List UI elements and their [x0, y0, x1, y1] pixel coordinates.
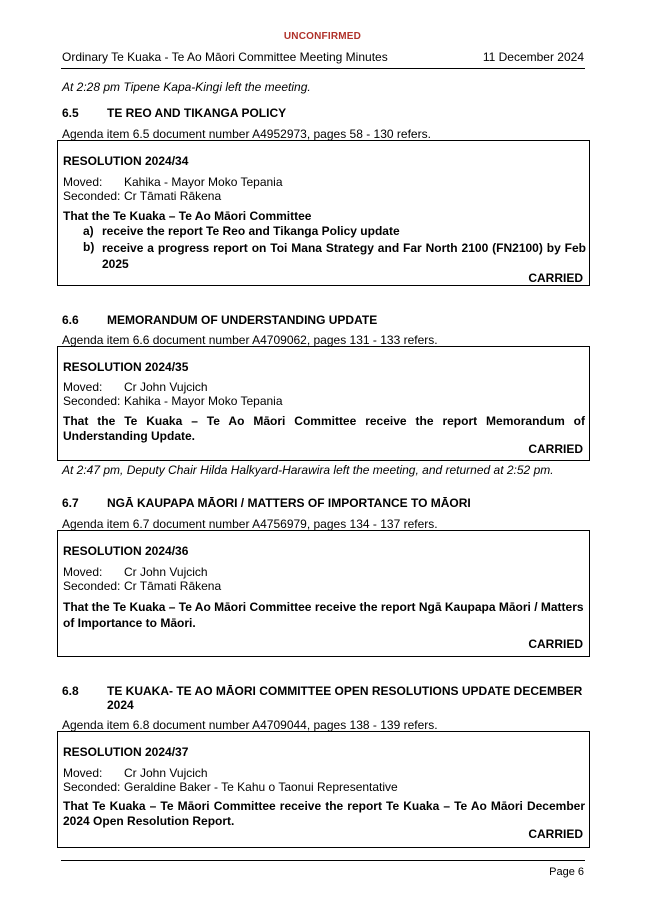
moved-by: Cr John Vujcich — [124, 380, 208, 394]
resolution-title: RESOLUTION 2024/34 — [63, 154, 189, 168]
section-number: 6.6 — [62, 313, 79, 327]
seconded-by: Cr Tāmati Rākena — [124, 189, 222, 203]
resolution-text: That the Te Kuaka – Te Ao Māori Committee receive the report Ngā Kaupapa Māori / Matters of Importance to Māori. — [63, 600, 584, 630]
agenda-reference: Agenda item 6.7 document number A4756979, pages 134 - 137 refers. — [62, 517, 438, 531]
section-number: 6.7 — [62, 496, 79, 510]
list-item: receive a progress report on Toi Mana Strategy and Far North 2100 (FN2100) by Feb 2025 — [102, 241, 586, 271]
resolution-box — [57, 140, 590, 286]
seconded-label: Seconded: — [63, 780, 121, 794]
resolution-result: CARRIED — [528, 637, 583, 651]
agenda-reference: Agenda item 6.8 document number A4709044, pages 138 - 139 refers. — [62, 718, 438, 732]
section-title: TE REO AND TIKANGA POLICY — [107, 106, 287, 120]
resolution-result: CARRIED — [528, 827, 583, 841]
resolution-text: That Te Kuaka – Te Māori Committee receive the report Te Kuaka – Te Ao Māori December 2024 Open Resolution Report. — [63, 799, 585, 828]
page-number: Page 6 — [549, 866, 584, 878]
header-divider — [61, 68, 585, 69]
list-item-marker: b) — [83, 240, 95, 254]
resolution-box — [57, 731, 590, 848]
meeting-note: At 2:47 pm, Deputy Chair Hilda Halkyard-Harawira left the meeting, and returned at 2:52 pm. — [62, 463, 554, 477]
resolution-box — [57, 346, 590, 461]
moved-by: Kahika - Mayor Moko Tepania — [124, 175, 283, 189]
seconded-label: Seconded: — [63, 579, 121, 593]
seconded-label: Seconded: — [63, 189, 121, 203]
resolution-text: That the Te Kuaka – Te Ao Māori Committee receive the report Memorandum of Understanding Update. — [63, 414, 585, 443]
moved-label: Moved: — [63, 175, 103, 189]
seconded-by: Kahika - Mayor Moko Tepania — [124, 394, 283, 408]
section-number: 6.5 — [62, 106, 79, 120]
section-title: NGĀ KAUPAPA MĀORI / MATTERS OF IMPORTANCE TO MĀORI — [107, 496, 471, 510]
document-date: 11 December 2024 — [482, 50, 584, 64]
moved-label: Moved: — [63, 565, 103, 579]
resolution-text: That the Te Kuaka – Te Ao Māori Committee — [63, 209, 312, 223]
moved-by: Cr John Vujcich — [124, 766, 208, 780]
seconded-by: Geraldine Baker - Te Kahu o Taonui Representative — [124, 780, 398, 794]
seconded-by: Cr Tāmati Rākena — [124, 579, 222, 593]
resolution-title: RESOLUTION 2024/35 — [63, 360, 189, 374]
resolution-title: RESOLUTION 2024/37 — [63, 745, 189, 759]
list-item-marker: a) — [83, 224, 94, 238]
agenda-reference: Agenda item 6.6 document number A4709062, pages 131 - 133 refers. — [62, 333, 438, 347]
seconded-label: Seconded: — [63, 394, 121, 408]
resolution-title: RESOLUTION 2024/36 — [63, 544, 189, 558]
document-title: Ordinary Te Kuaka - Te Ao Māori Committee Meeting Minutes — [62, 50, 388, 64]
section-number: 6.8 — [62, 684, 79, 698]
section-title: TE KUAKA- TE AO MĀORI COMMITTEE OPEN RESOLUTIONS UPDATE DECEMBER 2024 — [107, 684, 583, 712]
section-title: MEMORANDUM OF UNDERSTANDING UPDATE — [107, 313, 378, 327]
meeting-note: At 2:28 pm Tipene Kapa-Kingi left the meeting. — [62, 80, 311, 94]
footer-divider — [61, 860, 585, 861]
list-item: receive the report Te Reo and Tikanga Policy update — [102, 224, 400, 238]
resolution-result: CARRIED — [528, 271, 583, 285]
moved-label: Moved: — [63, 766, 103, 780]
resolution-result: CARRIED — [528, 442, 583, 456]
moved-by: Cr John Vujcich — [124, 565, 208, 579]
unconfirmed-label: UNCONFIRMED — [283, 31, 362, 42]
agenda-reference: Agenda item 6.5 document number A4952973, pages 58 - 130 refers. — [62, 127, 431, 141]
resolution-box — [57, 530, 590, 657]
moved-label: Moved: — [63, 380, 103, 394]
